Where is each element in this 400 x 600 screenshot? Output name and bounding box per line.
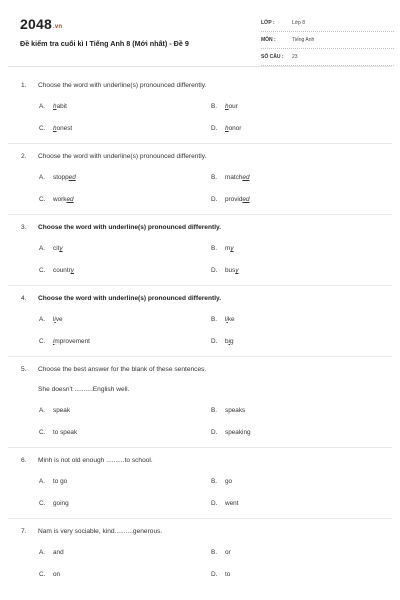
option-text: match [225,174,243,181]
answer-option-c[interactable] [39,260,74,282]
answer-options [8,309,392,353]
option-letter: A. [39,478,46,485]
question-2 [8,147,392,215]
question-number: 3. [21,224,27,231]
question-divider [8,143,392,144]
meta-count-value: 23 [292,54,298,60]
question-text: Choose the best answer for the blank of these sentences. [38,366,207,373]
logo-tld: .vn [52,24,63,30]
option-letter: B. [211,407,218,414]
option-letter: B. [211,103,218,110]
question-text: Nam is very sociable, kind..........generous. [38,528,163,535]
options-row [8,471,392,493]
logo-main: 2048 [20,16,52,32]
answer-option-b[interactable] [211,542,231,564]
option-text-rest: mprovement [54,338,90,345]
answer-option-a[interactable] [39,471,67,493]
answer-options [8,167,392,211]
question-text: Minh is not old enough ..........to school. [38,457,153,464]
option-letter: A. [39,549,46,556]
question-text: Choose the word with underline(s) pronounced differently. [38,153,207,160]
answer-option-a[interactable] [39,309,63,331]
option-text: and [53,549,64,556]
answer-options [8,471,392,515]
question-7 [8,522,392,586]
answer-options [8,96,392,140]
option-underlined-part: y [230,245,234,252]
option-text-rest: ve [55,316,63,323]
answer-options [8,238,392,282]
option-text-rest: abit [56,103,67,110]
question-5 [8,360,392,448]
option-text-rest: our [228,103,238,110]
option-underlined-part: y [235,267,239,274]
question-prompt [8,451,392,471]
option-letter: B. [211,316,218,323]
question-number: 7. [21,528,27,535]
answer-option-d[interactable] [211,422,251,444]
question-1 [8,76,392,144]
meta-class-label: LỚP : [261,20,275,26]
answer-option-b[interactable] [211,238,234,260]
option-underlined-part: ed [66,196,74,203]
options-row [8,400,392,422]
option-underlined-part: i [54,316,56,323]
option-underlined-part: h [225,125,229,132]
option-text: to [225,571,231,578]
question-3 [8,218,392,286]
question-number: 2. [21,153,27,160]
answer-option-c[interactable] [39,118,72,140]
option-letter: C. [39,429,46,436]
answer-option-d[interactable] [211,189,250,211]
meta-count-label: SỐ CÂU : [261,54,284,60]
option-text-rest: onest [56,125,73,132]
options-row [8,542,392,564]
option-text: to speak [53,429,78,436]
answer-option-c[interactable] [39,564,60,586]
option-text: l [225,316,227,323]
options-row [8,493,392,515]
option-letter: C. [39,196,46,203]
answer-option-b[interactable] [211,309,235,331]
option-text-rest: g [229,338,234,345]
option-underlined-part: ed [242,196,250,203]
option-letter: C. [39,338,46,345]
option-text: speaking [225,429,251,436]
option-underlined-part: h [53,103,57,110]
option-underlined-part: h [53,125,57,132]
meta-subject-row [261,32,394,49]
option-underlined-part: h [225,103,229,110]
question-list [8,76,392,586]
question-number: 4. [21,295,27,302]
options-row [8,309,392,331]
question-number: 5. [21,366,27,373]
option-text: speaks [225,407,246,414]
option-underlined-part: y [59,245,63,252]
options-row [8,331,392,353]
option-letter: D. [211,267,218,274]
options-row [8,564,392,586]
exam-title: Đề kiểm tra cuối kì I Tiếng Anh 8 (Mới nhất) - Đề 9 [20,39,189,48]
option-underlined-part: ed [242,174,250,181]
question-divider [8,356,392,357]
question-prompt [8,360,392,380]
question-text: Choose the word with underline(s) pronounced differently. [38,82,207,89]
option-text: to go [53,478,68,485]
option-text: go [225,478,233,485]
option-text: stopp [53,174,69,181]
answer-option-d[interactable] [211,331,234,353]
option-text: going [53,500,69,507]
option-letter: A. [39,245,46,252]
option-letter: C. [39,571,46,578]
option-text: cit [53,245,60,252]
option-letter: D. [211,571,218,578]
question-prompt [8,522,392,542]
answer-option-d[interactable] [211,260,239,282]
option-letter: C. [39,267,46,274]
option-underlined-part: i [53,338,55,345]
option-text: work [53,196,67,203]
meta-subject-label: MÔN : [261,37,276,43]
option-text: countr [53,267,71,274]
option-letter: C. [39,125,46,132]
question-number: 1. [21,82,27,89]
option-letter: D. [211,500,218,507]
option-text: provid [225,196,243,203]
answer-option-d[interactable] [211,564,230,586]
option-underlined-part: i [226,316,228,323]
answer-option-b[interactable] [211,471,232,493]
answer-option-d[interactable] [211,118,241,140]
site-logo[interactable] [20,16,62,32]
option-text-rest: ke [227,316,235,323]
question-number: 6. [21,457,27,464]
question-text: Choose the word with underline(s) pronounced differently. [38,295,222,302]
options-row [8,96,392,118]
meta-class-value: Lớp 8 [292,20,306,26]
answer-option-a[interactable] [39,542,64,564]
options-row [8,167,392,189]
option-letter: A. [39,174,46,181]
question-4 [8,289,392,357]
option-text: l [53,316,55,323]
option-text: speak [53,407,71,414]
option-letter: D. [211,338,218,345]
options-row [8,422,392,444]
option-letter: A. [39,407,46,414]
answer-option-c[interactable] [39,331,90,353]
question-prompt [8,218,392,238]
options-row [8,118,392,140]
meta-subject-value: Tiếng Anh [292,37,315,43]
answer-option-d[interactable] [211,493,239,515]
answer-option-a[interactable] [39,96,67,118]
option-letter: A. [39,103,46,110]
question-prompt [8,147,392,167]
meta-count-row [261,49,394,66]
answer-option-c[interactable] [39,493,69,515]
answer-option-b[interactable] [211,167,250,189]
option-letter: D. [211,196,218,203]
option-underlined-part: i [228,338,230,345]
answer-option-c[interactable] [39,422,77,444]
option-letter: D. [211,429,218,436]
question-divider [8,214,392,215]
option-text: b [225,338,229,345]
option-letter: B. [211,245,218,252]
option-letter: A. [39,316,46,323]
question-6 [8,451,392,519]
option-text: went [225,500,239,507]
options-row [8,238,392,260]
question-text: Choose the word with underline(s) pronounced differently. [38,224,222,231]
exam-meta [261,15,394,66]
question-divider [8,518,392,519]
answer-option-c[interactable] [39,189,74,211]
answer-option-b[interactable] [211,400,245,422]
option-text: on [53,571,61,578]
answer-option-a[interactable] [39,167,76,189]
option-text: m [225,245,231,252]
options-row [8,189,392,211]
option-text-rest: onor [228,125,242,132]
question-prompt [8,76,392,96]
question-sentence: She doesn't ..........English well. [38,386,130,393]
option-letter: D. [211,125,218,132]
option-letter: B. [211,174,218,181]
answer-option-a[interactable] [39,238,63,260]
option-underlined-part: y [70,267,74,274]
question-prompt [8,289,392,309]
meta-class-row [261,15,394,32]
option-underlined-part: ed [68,174,76,181]
question-divider [8,285,392,286]
answer-option-a[interactable] [39,400,70,422]
options-row [8,260,392,282]
exam-header [8,6,392,67]
answer-option-b[interactable] [211,96,238,118]
answer-options [8,542,392,586]
option-letter: B. [211,549,218,556]
option-text: bus [225,267,236,274]
option-letter: B. [211,478,218,485]
question-divider [8,447,392,448]
option-letter: C. [39,500,46,507]
option-text: or [225,549,231,556]
answer-options [8,400,392,444]
